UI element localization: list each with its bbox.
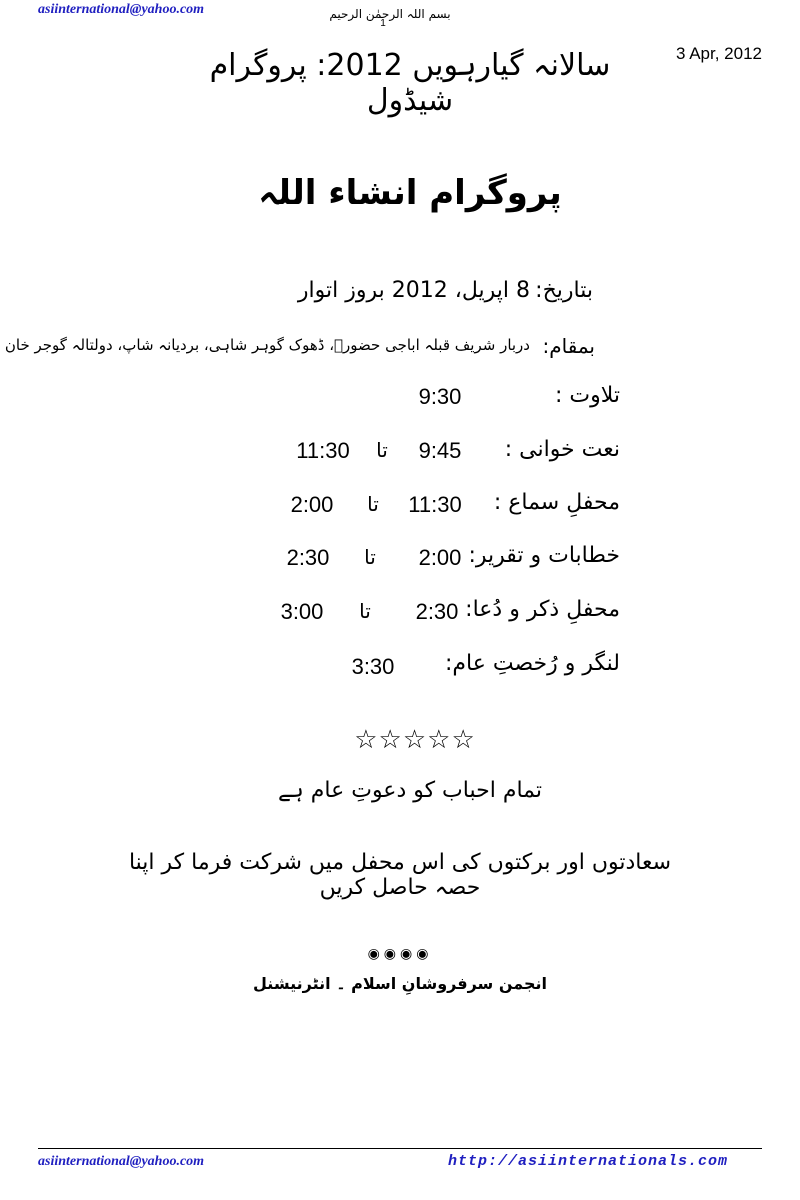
schedule-time-from: 11:30 xyxy=(408,492,462,517)
schedule-separator: تا xyxy=(376,438,388,462)
schedule-time-to: 2:00 xyxy=(290,492,334,517)
schedule-time-from: 2:30 xyxy=(415,599,459,624)
schedule-time-to: 3:00 xyxy=(280,599,324,624)
schedule-label-naat: نعت خوانی : xyxy=(504,437,620,462)
schedule-separator: تا xyxy=(359,599,371,623)
document-date: 3 Apr, 2012 xyxy=(675,44,762,63)
footer-website-link[interactable]: http://asiinternationals.com xyxy=(447,1153,728,1170)
place-value: دربار شریف قبلہ اباجی حضورؒ، ڈھوک گوہر شاہی، بردیانہ شاپ، دولتالہ گوجر خان xyxy=(4,336,530,354)
program-heading: پروگرام انشاء اللہ xyxy=(258,173,562,213)
organization-name: انجمن سرفروشانِ اسلام ۔ انٹرنیشنل xyxy=(253,974,547,993)
schedule-separator: تا xyxy=(364,545,376,569)
schedule-label-recitation: تلاوت : xyxy=(555,383,620,408)
bismillah-header: بسم اللہ الرحمٰن الرحیم xyxy=(329,7,451,21)
schedule-time-from: 2:00 xyxy=(418,545,462,570)
date-label: بتاریخ: xyxy=(535,278,593,303)
schedule-time: 3:30 xyxy=(351,654,395,679)
document-title: سالانہ گیارہویں 2012: پروگرام شیڈول xyxy=(209,48,611,118)
date-value: 8 اپریل، 2012 بروز اتوار xyxy=(297,278,530,303)
star-divider: ☆☆☆☆☆ xyxy=(354,725,476,755)
schedule-separator: تا xyxy=(367,492,379,516)
place-label: بمقام: xyxy=(542,334,595,358)
page-number: 1 xyxy=(380,18,386,29)
invitation-line: تمام احباب کو دعوتِ عام ہے xyxy=(278,778,542,803)
dot-divider: ◉◉◉◉ xyxy=(367,946,433,962)
schedule-time-to: 2:30 xyxy=(286,545,330,570)
schedule-time-from: 9:45 xyxy=(418,438,462,463)
schedule-label-langar: لنگر و رُخصتِ عام: xyxy=(444,651,620,676)
schedule-time: 9:30 xyxy=(418,384,462,409)
schedule-label-sama: محفلِ سماع : xyxy=(493,490,620,515)
schedule-time-to: 11:30 xyxy=(296,438,350,463)
footer-divider xyxy=(38,1148,762,1149)
blessing-line: سعادتوں اور برکتوں کی اس محفل میں شرکت فرما کر اپنا حصہ حاصل کریں xyxy=(128,850,672,900)
schedule-label-zikr: محفلِ ذکر و دُعا: xyxy=(465,597,620,622)
footer-email-link[interactable]: asiinternational@yahoo.com xyxy=(38,1154,205,1169)
header-email-link[interactable]: asiinternational@yahoo.com xyxy=(38,2,205,17)
schedule-label-speeches: خطابات و تقریر: xyxy=(468,543,620,568)
